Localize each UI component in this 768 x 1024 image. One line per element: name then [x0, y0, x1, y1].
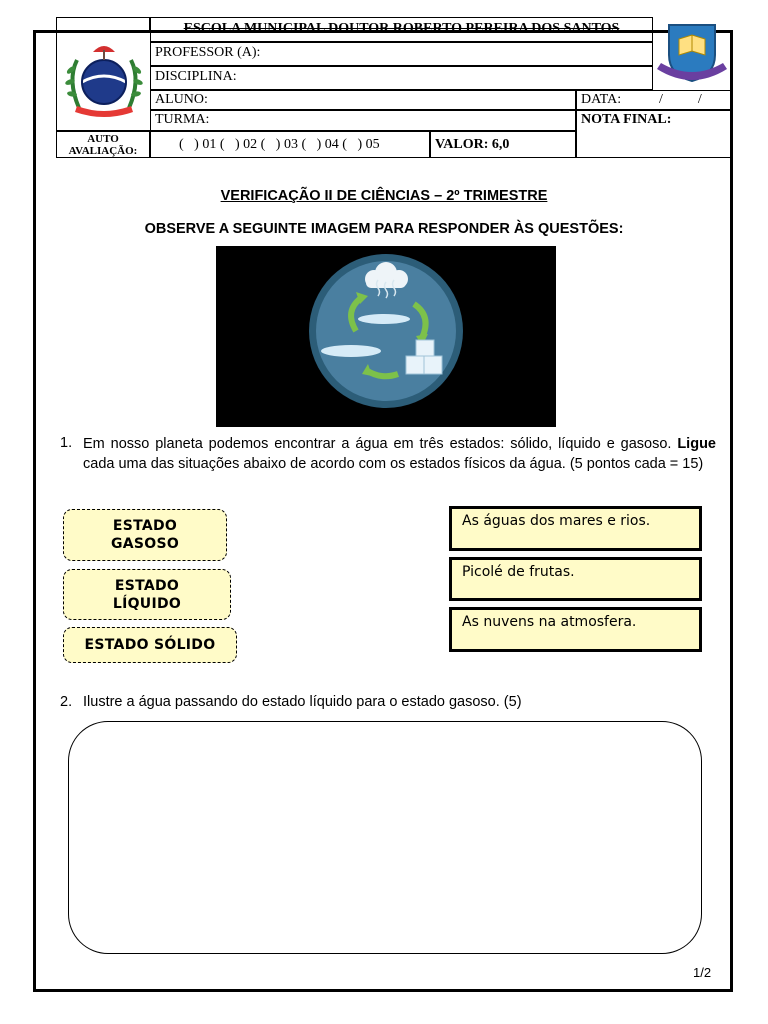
situation-box-mares[interactable] — [449, 506, 702, 551]
situation-label-mares: As águas dos mares e rios. — [462, 513, 651, 529]
question1-text-part1: Em nosso planeta podemos encontrar a água em três estados: sólido, líquido e gasoso. — [83, 436, 672, 452]
turma-field[interactable] — [150, 110, 576, 131]
auto-avaliacao-line1: AUTO — [87, 133, 119, 145]
school-shield-emblem-icon — [653, 17, 731, 89]
data-field[interactable] — [576, 90, 731, 110]
state-box-gasoso[interactable] — [63, 509, 227, 561]
data-label: DATA: — [581, 92, 622, 107]
nota-final-label: NOTA FINAL: — [581, 112, 672, 127]
logo-cell-top — [56, 17, 150, 31]
professor-label: PROFESSOR (A): — [155, 45, 261, 60]
question1-bold-word: Ligue — [677, 436, 716, 452]
nota-final-field — [576, 110, 731, 158]
situation-box-nuvens[interactable] — [449, 607, 702, 652]
auto-avaliacao-label — [56, 131, 150, 158]
aluno-label: ALUNO: — [155, 92, 208, 107]
state-label-solido: ESTADO SÓLIDO — [84, 637, 216, 653]
situation-label-picole: Picolé de frutas. — [462, 564, 575, 580]
state-box-solido[interactable] — [63, 627, 237, 663]
question2-number: 2. — [60, 694, 73, 710]
state-box-liquido[interactable] — [63, 569, 231, 620]
valor-label: VALOR: 6,0 — [430, 131, 576, 158]
exam-instruction: OBSERVE A SEGUINTE IMAGEM PARA RESPONDER ÀS QUESTÕES: — [144, 221, 624, 237]
data-slashes: / / — [659, 92, 702, 107]
situation-box-picole[interactable] — [449, 557, 702, 601]
auto-avaliacao-line2: AVALIAÇÃO: — [68, 145, 138, 157]
question2-text: Ilustre a água passando do estado líquido para o estado gasoso. (5) — [83, 694, 522, 710]
situation-label-nuvens: As nuvens na atmosfera. — [462, 614, 637, 630]
school-name: ESCOLA MUNICIPAL DOUTOR ROBERTO PEREIRA DOS SANTOS — [150, 17, 653, 42]
logo-cell — [56, 30, 150, 131]
question1-number: 1. — [60, 435, 73, 451]
exam-title: VERIFICAÇÃO II DE CIÊNCIAS – 2º TRIMESTRE — [220, 188, 548, 204]
disciplina-label: DISCIPLINA: — [155, 69, 237, 84]
turma-label: TURMA: — [155, 112, 210, 127]
question1-text-part2: cada uma das situações abaixo de acordo com os estados físicos da água. (5 pontos cada = 15) — [83, 456, 704, 472]
state-label-liquido: ESTADO LÍQUIDO — [112, 577, 182, 612]
water-cycle-illustration-icon — [216, 246, 556, 427]
question1-text — [83, 434, 716, 474]
professor-field[interactable] — [150, 42, 653, 66]
aluno-field[interactable] — [150, 90, 576, 110]
disciplina-field[interactable] — [150, 66, 653, 90]
state-label-gasoso: ESTADO GASOSO — [110, 518, 180, 552]
page-number: 1/2 — [693, 965, 712, 980]
auto-avaliacao-options[interactable]: ( ) 01 ( ) 02 ( ) 03 ( ) 04 ( ) 05 — [150, 131, 430, 158]
drawing-answer-area[interactable] — [68, 721, 702, 954]
